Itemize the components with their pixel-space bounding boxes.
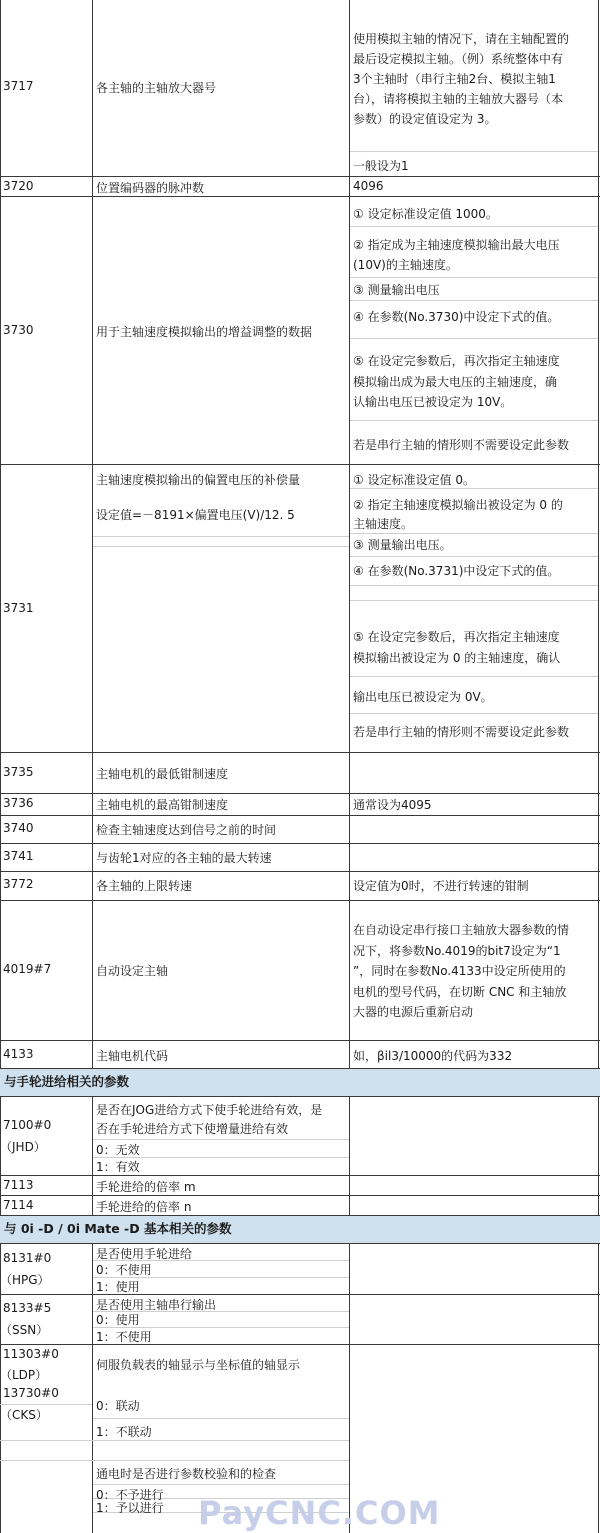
- grid-line: [350, 420, 598, 421]
- watermark-logo: PayCNC.COM: [198, 1494, 441, 1532]
- grid-line: [349, 1096, 350, 1215]
- param-number: 4019#7: [3, 962, 52, 976]
- param-name: 各主轴的主轴放大器号: [96, 81, 217, 95]
- grid-line: [0, 843, 600, 844]
- param-name: 自动设定主轴: [96, 964, 169, 978]
- option-0: 0：不使用: [96, 1263, 152, 1277]
- grid-line: [0, 0, 1, 1068]
- param-description: 通常设为4095: [353, 798, 432, 812]
- option-1: 1：不联动: [96, 1425, 152, 1439]
- param-description: 如，βil3/10000的代码为332: [353, 1049, 513, 1063]
- grid-line: [350, 713, 598, 714]
- option-0: 0：使用: [96, 1313, 140, 1327]
- param-name: 手轮进给的倍率 m: [96, 1180, 196, 1194]
- grid-line: [350, 338, 598, 339]
- grid-line: [0, 793, 600, 794]
- param-name: 是否使用主轴串行输出: [96, 1298, 217, 1312]
- param-name: 否在手轮进给方式下使增量进给有效: [96, 1122, 289, 1136]
- grid-line: [0, 1404, 92, 1405]
- param-code: （JHD）: [0, 1140, 46, 1154]
- param-name: 是否使用手轮进给: [96, 1247, 193, 1261]
- grid-line: [0, 1294, 600, 1295]
- option-1: 1：不使用: [96, 1330, 152, 1344]
- param-number: 3731: [3, 601, 34, 615]
- option-0: 0：无效: [96, 1143, 140, 1157]
- param-number: 3720: [3, 179, 34, 193]
- grid-line: [92, 1243, 93, 1533]
- param-number: 3740: [3, 821, 34, 835]
- grid-line: [0, 815, 600, 816]
- grid-line: [0, 752, 600, 753]
- grid-line: [0, 464, 600, 465]
- param-name: 手轮进给的倍率 n: [96, 1200, 192, 1214]
- param-name: 检查主轴速度达到信号之前的时间: [96, 823, 277, 837]
- grid-line: [93, 546, 349, 547]
- param-formula: 设定值=－8191×偏置电压(V)/12. 5: [96, 508, 295, 522]
- grid-line: [93, 1484, 349, 1485]
- param-code: （SSN）: [0, 1323, 49, 1337]
- grid-line: [92, 1096, 93, 1215]
- param-name: 用于主轴速度模拟输出的增益调整的数据: [96, 325, 313, 339]
- param-number: 3730: [3, 323, 34, 337]
- param-name: 伺服负载表的轴显示与坐标值的轴显示: [96, 1358, 301, 1372]
- option-1: 1：有效: [96, 1160, 140, 1174]
- grid-line: [350, 277, 598, 278]
- section-header-basic: 与 0i -D / 0i Mate -D 基本相关的参数: [0, 1216, 600, 1243]
- option-0: 0：联动: [96, 1399, 140, 1413]
- grid-line: [0, 1040, 600, 1041]
- grid-line: [598, 0, 599, 1533]
- param-number: 11303#0: [3, 1347, 59, 1361]
- grid-line: [350, 556, 598, 557]
- grid-line: [0, 1195, 600, 1196]
- param-name: 主轴电机的最低钳制速度: [96, 767, 229, 781]
- grid-line: [350, 300, 598, 301]
- param-description: 设定值为0时，不进行转速的钳制: [353, 879, 529, 893]
- param-number: 3717: [3, 79, 34, 93]
- param-number: 8133#5: [3, 1301, 52, 1315]
- grid-line: [350, 585, 598, 586]
- param-name: 主轴速度模拟输出的偏置电压的补偿量: [96, 473, 301, 487]
- param-code: （CKS）: [0, 1408, 48, 1422]
- grid-line: [350, 600, 598, 601]
- grid-line: [93, 536, 349, 537]
- option-1: 1：使用: [96, 1280, 140, 1294]
- grid-line: [0, 1096, 600, 1097]
- param-code: （HPG）: [0, 1273, 50, 1287]
- param-number: 3735: [3, 765, 34, 779]
- grid-line: [350, 488, 598, 489]
- param-name: 各主轴的上限转速: [96, 879, 193, 893]
- grid-line: [0, 900, 600, 901]
- param-number: 3772: [3, 877, 34, 891]
- grid-line: [0, 1096, 1, 1215]
- param-number: 7113: [3, 1178, 34, 1192]
- param-name: 通电时是否进行参数校验和的检查: [96, 1467, 277, 1481]
- param-name: 与齿轮1对应的各主轴的最大转速: [96, 851, 272, 865]
- option-0: 0：不予进行: [96, 1488, 164, 1502]
- param-code: （LDP）: [0, 1368, 48, 1382]
- param-name: 是否在JOG进给方式下使手轮进给有效，是: [96, 1103, 323, 1117]
- grid-line: [350, 676, 598, 677]
- grid-line: [349, 0, 350, 1068]
- grid-line: [0, 1344, 600, 1345]
- grid-line: [92, 0, 93, 1068]
- param-number: 7114: [3, 1198, 34, 1212]
- grid-line: [0, 1175, 600, 1176]
- param-description: 4096: [353, 179, 384, 193]
- grid-line: [93, 1139, 349, 1140]
- param-number: 13730#0: [3, 1386, 59, 1400]
- param-name: 位置编码器的脉冲数: [96, 181, 205, 195]
- grid-line: [0, 1243, 600, 1244]
- grid-line: [350, 151, 598, 152]
- param-name: 主轴电机代码: [96, 1049, 169, 1063]
- grid-line: [349, 1243, 350, 1533]
- param-number: 7100#0: [3, 1118, 52, 1132]
- section-header-handwheel: 与手轮进给相关的参数: [0, 1069, 600, 1096]
- param-number: 4133: [3, 1047, 34, 1061]
- grid-line: [0, 196, 600, 197]
- grid-line: [0, 1460, 349, 1461]
- option-1: 1：予以进行: [96, 1501, 164, 1515]
- grid-line: [0, 1440, 349, 1441]
- grid-line: [0, 871, 600, 872]
- grid-line: [350, 533, 598, 534]
- grid-line: [0, 176, 600, 177]
- param-number: 8131#0: [3, 1251, 52, 1265]
- param-number: 3741: [3, 849, 34, 863]
- grid-line: [93, 1418, 349, 1419]
- grid-line: [350, 226, 598, 227]
- param-number: 3736: [3, 796, 34, 810]
- param-name: 主轴电机的最高钳制速度: [96, 798, 229, 812]
